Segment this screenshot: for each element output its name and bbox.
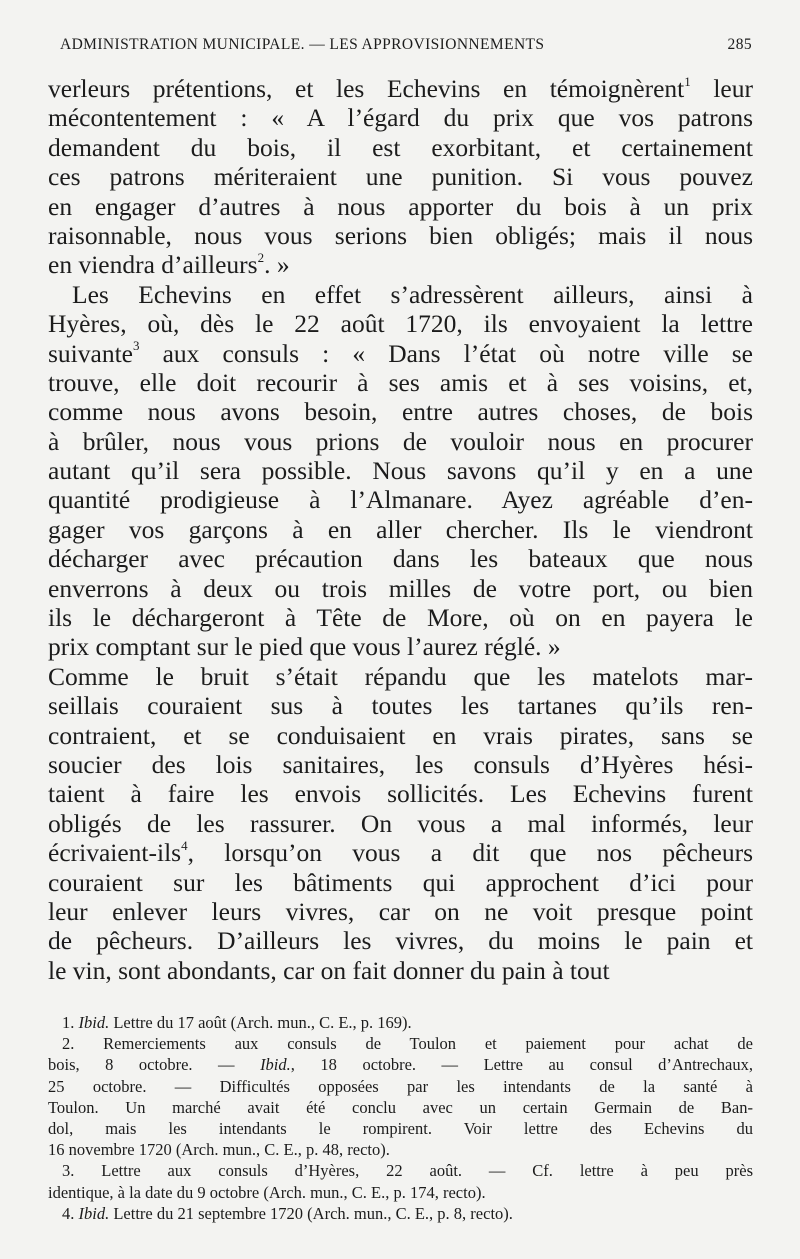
body-text [48,74,753,985]
text-line [48,162,753,191]
text-line [48,427,753,456]
footnote-text: Lettre du 17 août (Arch. mun., C. E., p. 169). [109,1013,412,1032]
line-text: taient à faire les envois sollicités. Les Echevins furent [48,779,753,809]
text-line [48,250,753,279]
text-line [48,779,753,808]
footnote-ref: 2 [257,249,265,265]
footnote-text-tail: , 18 octobre. — Lettre au consul d’Antrechaux, [290,1055,754,1075]
footnote-line [48,1139,753,1160]
line-text: autant qu’il sera possible. Nous savons qu’il y en a une [48,456,753,486]
line-text: quantité prodigieuse à l’Almanare. Ayez agréable d’en- [48,485,753,515]
line-text: décharger avec précaution dans les bateaux que nous [48,544,753,574]
footnote-line [48,1097,753,1118]
running-title: ADMINISTRATION MUNICIPALE. — LES APPROVISIONNEMENTS [60,36,545,53]
text-line [48,456,753,485]
line-text: en viendra d’ailleurs [48,250,258,280]
line-text: mécontentement : « A l’égard du prix que vos patrons [48,103,753,133]
text-line [48,721,753,750]
line-text: prix comptant sur le pied que vous l’aurez réglé. » [48,632,561,662]
footnote-text: 25 octobre. — Difficultés opposées par les intendants de la santé à [48,1076,753,1096]
line-text: ces patrons mériteraient une punition. Si vous pouvez [48,162,753,192]
footnote-number: 2. [62,1034,104,1054]
line-text: Les Echevins en effet s’adressèrent ailleurs, ainsi à [72,279,753,309]
line-text: suivante [48,338,133,368]
footnote-number: 1. [62,1013,79,1032]
footnote-line [48,1054,753,1075]
text-line [48,691,753,720]
line-text: Comme le bruit s’était répandu que les matelots mar- [48,661,753,691]
footnote-line [48,1118,753,1139]
line-text: de pêcheurs. D’ailleurs les vivres, du moins le pain et [48,926,753,956]
text-line [48,662,753,691]
line-text: enverrons à deux ou trois milles de votre port, ou bien [48,573,753,603]
footnote-text: Lettre aux consuls d’Hyères, 22 août. — Cf. lettre à peu près [101,1161,754,1181]
footnote-line [48,1012,753,1033]
footnote-number: 3. [62,1161,102,1181]
text-line [48,574,753,603]
text-line [48,339,753,368]
footnote-text: Toulon. Un marché avait été conclu avec un certain Germain de Ban- [48,1097,753,1117]
line-text-tail: , lorsqu’on vous a dit que nos pêcheurs [187,838,753,868]
text-line [48,280,753,309]
text-line [48,133,753,162]
text-line [48,74,753,103]
text-line [48,192,753,221]
line-text: contraient, et se conduisaient en vrais pirates, sans se [48,720,753,750]
text-line [48,926,753,955]
footnote-text: dol, mais les intendants le rompirent. Voir lettre des Echevins du [48,1118,753,1138]
footnote-ibid: Ibid. [260,1055,291,1075]
footnote-line [48,1033,753,1054]
line-text: leur enlever leurs vivres, car on ne voit presque point [48,896,753,926]
line-text: en engager d’autres à nous apporter du bois à un prix [48,191,753,221]
line-text-tail: leur [690,74,753,103]
footnote-text: identique, à la date du 9 octobre (Arch. mun., C. E., p. 174, recto). [48,1182,486,1202]
text-line [48,809,753,838]
footnote-line [48,1182,753,1203]
text-line [48,750,753,779]
text-line [48,838,753,867]
line-text: ils le déchargeront à Tête de More, où on en payera le [48,603,753,633]
text-line [48,397,753,426]
text-line [48,309,753,338]
running-head [60,36,752,54]
line-text-tail: aux consuls : « Dans l’état où notre ville se [139,338,753,368]
footnote-ref: 4 [181,837,188,853]
line-text: raisonnable, nous vous serions bien obligés; mais il nous [48,220,753,250]
footnote-text: Remerciements aux consuls de Toulon et paiement pour achat de [103,1034,753,1054]
footnote-ref: 3 [132,338,140,354]
footnote-number: 4. [62,1203,79,1223]
line-text: à brûler, nous vous prions de vouloir nous en procurer [48,426,753,456]
text-line [48,103,753,132]
footnote-line [48,1076,753,1097]
line-text: écrivaient-ils [48,838,182,868]
footnotes [48,1012,753,1224]
footnote-ref: 1 [684,73,691,89]
line-text: gager vos garçons à en aller chercher. Ils le viendront [48,514,753,544]
text-line [48,221,753,250]
line-text: Hyères, où, dès le 22 août 1720, ils envoyaient la lettre [48,309,753,339]
text-line [48,603,753,632]
text-line [48,368,753,397]
text-line [48,897,753,926]
text-line [48,868,753,897]
line-text-tail: . » [264,250,290,280]
line-text: obligés de les rassurer. On vous a mal informés, leur [48,808,753,838]
line-text: soucier des lois sanitaires, les consuls d’Hyères hési- [48,749,753,779]
line-text: seillais couraient sus à toutes les tartanes qu’ils ren- [48,691,753,721]
text-line [48,544,753,573]
footnote-line [48,1160,753,1181]
line-text: comme nous avons besoin, entre autres choses, de bois [48,397,753,427]
line-text: le vin, sont abondants, car on fait donner du pain à tout [48,955,610,985]
text-line [48,485,753,514]
footnote-text: bois, 8 octobre. — [48,1055,261,1075]
text-line [48,956,753,985]
footnote-ibid: Ibid. [78,1203,110,1223]
footnote-text: 16 novembre 1720 (Arch. mun., C. E., p. 48, recto). [48,1140,390,1160]
footnote-ibid: Ibid. [78,1013,110,1032]
line-text: demandent du bois, il est exorbitant, et certainement [48,132,753,162]
line-text: verleurs prétentions, et les Echevins en témoignèrent [48,74,685,103]
line-text: trouve, elle doit recourir à ses amis et à ses voisins, et, [48,367,753,397]
line-text: couraient sur les bâtiments qui approchent d’ici pour [48,867,753,897]
footnote-line [48,1203,753,1224]
text-line [48,515,753,544]
text-line [48,632,753,661]
footnote-text: Lettre du 21 septembre 1720 (Arch. mun., C. E., p. 8, recto). [109,1203,513,1223]
page-number: 285 [727,36,752,53]
